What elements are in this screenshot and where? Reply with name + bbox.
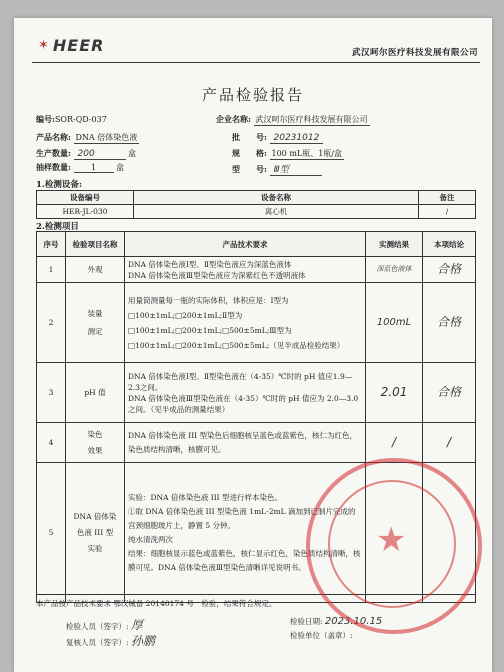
report-title: 产品检验报告 — [201, 86, 304, 104]
row-no: 3 — [37, 363, 66, 423]
reviewer-signature: 复核人员（签字）: 孙鹏 — [66, 634, 155, 648]
section-tests: 2.检测项目 — [36, 222, 79, 232]
field-sample-qty: 抽样数量: 1 盒 — [36, 162, 125, 172]
row-requirement: 用量筒测量每一瓶的实际体积，体积应是：Ⅰ型为□100±1mL;□200±1mL;Ⅱ型为□100±1mL;□200±1mL;□500±5mL;Ⅲ型为□100±1mL;□200±1mL;□500±5mL;（见半成品检验结果） — [125, 283, 366, 363]
letterhead — [32, 32, 480, 63]
row-item: 染色 效果 — [66, 423, 125, 463]
table-row — [37, 363, 476, 423]
equipment-name: 离心机 — [134, 205, 419, 219]
row-item: 外观 — [66, 257, 125, 283]
row-item: DNA 倍体染 色液 III 型 实验 — [66, 463, 125, 603]
row-requirement: DNA 倍体染色液Ⅰ型、Ⅱ型染色液在（4-35）℃时的 pH 值应1.9—2.3之间。 DNA 倍体染色液Ⅲ型染色液在（4-35）℃时的 pH 值应为 2.0—3.0之间。（见半成品的测量结果） — [125, 363, 366, 423]
company-seal-icon — [306, 458, 482, 634]
table-row — [37, 283, 476, 363]
row-result: 2.01 — [366, 363, 423, 423]
equipment-table — [36, 190, 476, 219]
equipment-header-name: 设备名称 — [134, 191, 419, 205]
equipment-remark: / — [419, 205, 476, 219]
equipment-row — [37, 205, 476, 219]
letterhead-company: 武汉呵尔医疗科技发展有限公司 — [351, 48, 478, 58]
row-conclusion: 合格 — [423, 257, 476, 283]
tests-header-result: 实测结果 — [366, 232, 423, 257]
tests-header-conclusion: 本项结论 — [423, 232, 476, 257]
row-item: pH 值 — [66, 363, 125, 423]
field-model: 型 号: Ⅲ型 — [232, 162, 322, 176]
logo-text: HEER — [52, 36, 105, 55]
field-production-qty: 生产数量: 200 盒 — [36, 148, 137, 159]
tests-header-item: 检验项目名称 — [66, 232, 125, 257]
equipment-header-code: 设备编号 — [37, 191, 134, 205]
row-no: 5 — [37, 463, 66, 603]
row-requirement: DNA 倍体染色液 III 型染色后细胞核呈蓝色或蓝紫色，核仁为红色，染色质结构清晰，核膜可见。 — [125, 423, 366, 463]
inspection-date: 检验日期: 2023.10.15 — [290, 616, 383, 627]
field-code: 编号:SOR-QD-037 — [36, 114, 107, 124]
row-requirement: DNA 倍体染色液Ⅰ型、Ⅱ型染色液应为深蓝色液体 DNA 倍体染色液Ⅲ型染色液应为深紫红色不透明液体 — [125, 257, 366, 283]
row-conclusion: 合格 — [423, 283, 476, 363]
row-result: 深蓝色液体 — [366, 257, 423, 283]
equipment-code: HER-JL-030 — [37, 205, 134, 219]
conformity-note: 本产品按产品技术要求 鄂汉械备 20140174 号 检验，结果符合规定。 — [36, 594, 476, 609]
row-result: 100mL — [366, 283, 423, 363]
table-row — [37, 257, 476, 283]
tests-header-req: 产品技术要求 — [125, 232, 366, 257]
company-logo — [38, 36, 104, 55]
section-equipment: 1.检测设备: — [36, 180, 83, 190]
logo-mark-icon: ✶ — [38, 38, 50, 53]
field-batch: 批 号: 20231012 — [232, 132, 323, 144]
field-product: 产品名称: DNA 倍体染色液 — [36, 132, 138, 142]
seal-label: 检验单位（盖章）: — [290, 631, 353, 640]
report-page — [14, 18, 492, 672]
row-item: 装量 测定 — [66, 283, 125, 363]
field-enterprise: 企业名称: 武汉呵尔医疗科技发展有限公司 — [216, 114, 368, 124]
equipment-header-remark: 备注 — [419, 191, 476, 205]
row-result: / — [366, 423, 423, 463]
row-no: 4 — [37, 423, 66, 463]
row-conclusion: / — [423, 423, 476, 463]
row-requirement: 实验：DNA 倍体染色液 III 型进行样本染色。 ①取 DNA 倍体染色液 III 型染色液 1mL-2mL 滴加到已制片完成的宫颈细胞玻片上，静置 5 分钟。 纯水清洗两次 结果：细胞核显示蓝色或蓝紫色，核仁显示红色，染色质结构清晰，核膜可见。DNA 倍体染色液Ⅲ型染色清晰详见说明书。 — [125, 463, 366, 603]
row-no: 1 — [37, 257, 66, 283]
tests-header-no: 序号 — [37, 232, 66, 257]
row-no: 2 — [37, 283, 66, 363]
field-spec: 规 格: 100 mL瓶、1瓶/盒 — [232, 148, 342, 158]
inspector-signature: 检验人员（签字）: 厚 — [66, 618, 143, 632]
seal-star-icon: ★ — [376, 520, 407, 560]
row-conclusion: 合格 — [423, 363, 476, 423]
table-row — [37, 423, 476, 463]
